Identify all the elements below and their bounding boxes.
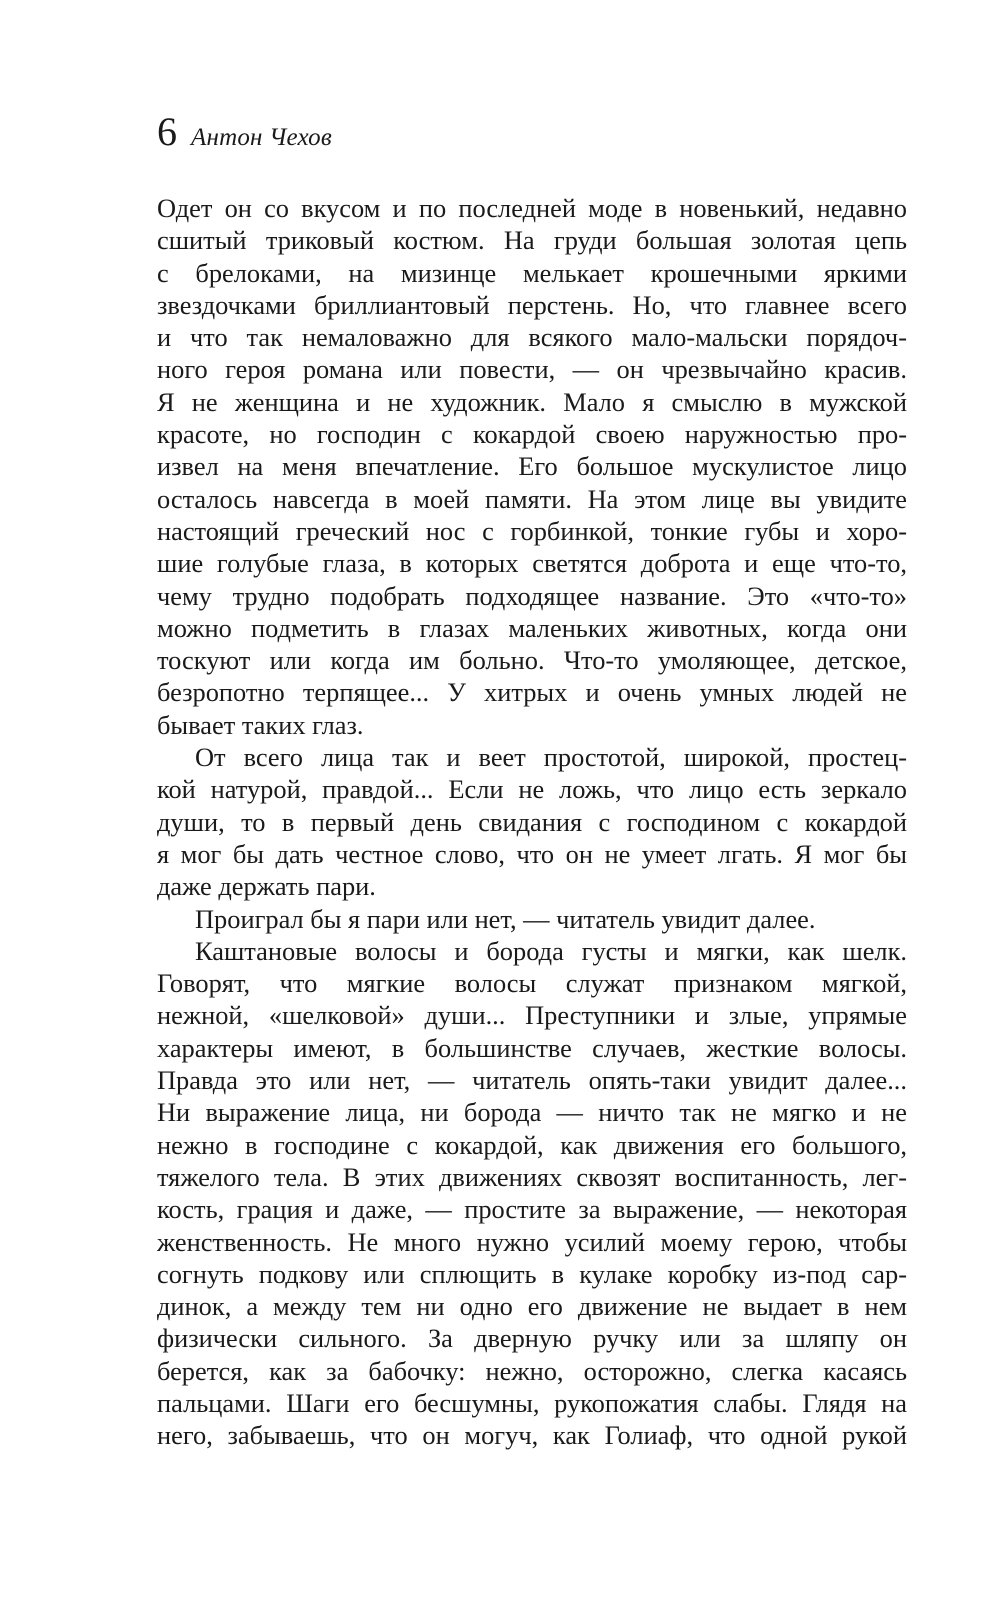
text-line: него, забываешь, что он могуч, как Голиаф, что одной рукой <box>157 1420 907 1451</box>
text-line: тоскуют или когда им больно. Что-то умоляющее, детское, <box>157 645 907 676</box>
text-line: безропотно терпящее... У хитрых и очень умных людей не <box>157 677 907 708</box>
text-line: берется, как за бабочку: нежно, осторожно, слегка касаясь <box>157 1355 907 1386</box>
text-line: можно подметить в глазах маленьких животных, когда они <box>157 612 907 643</box>
text-line: настоящий греческий нос с горбинкой, тонкие губы и хоро- <box>157 515 907 546</box>
page-number: 6 <box>157 109 177 154</box>
text-line: кой натурой, правдой... Если не ложь, что лицо есть зеркало <box>157 774 907 805</box>
text-line: ного героя романа или повести, — он чрезвычайно красив. <box>157 354 907 385</box>
text-line: Говорят, что мягкие волосы служат признаком мягкой, <box>157 968 907 999</box>
text-line: я мог бы дать честное слово, что он не умеет лгать. Я мог бы <box>157 838 907 869</box>
text-line: нежной, «шелковой» души... Преступники и злые, упрямые <box>157 1000 907 1031</box>
text-line: Я не женщина и не художник. Мало я смыслю в мужской <box>157 386 907 417</box>
text-line: извел на меня впечатление. Его большое мускулистое лицо <box>157 451 907 482</box>
book-page <box>157 109 907 1452</box>
text-line: осталось навсегда в моей памяти. На этом лице вы увидите <box>157 483 907 514</box>
body-text <box>157 192 907 1452</box>
paragraph-start-line: Проиграл бы я пари или нет, — читатель увидит далее. <box>195 903 816 934</box>
text-line: с брелоками, на мизинце мелькает крошечными яркими <box>157 257 907 288</box>
text-line: сшитый триковый костюм. На груди большая золотая цепь <box>157 225 907 256</box>
text-line: Одет он со вкусом и по последней моде в новенький, недавно <box>157 193 907 223</box>
text-line: звездочками бриллиантовый перстень. Но, что главнее всего <box>157 289 907 320</box>
text-line: даже держать пари. <box>157 871 376 902</box>
text-line: пальцами. Шаги его бесшумны, рукопожатия слабы. Глядя на <box>157 1387 907 1418</box>
running-head <box>157 109 907 172</box>
text-line: Ни выражение лица, ни борода — ничто так не мягко и не <box>157 1097 907 1128</box>
text-line: души, то в первый день свидания с господином с кокардой <box>157 806 907 837</box>
text-line: Правда это или нет, — читатель опять-таки увидит далее... <box>157 1065 907 1096</box>
text-line: физически сильного. За дверную ручку или за шляпу он <box>157 1323 907 1354</box>
text-line: динок, а между тем ни одно его движение не выдает в нем <box>157 1291 907 1322</box>
text-line: бывает таких глаз. <box>157 709 364 740</box>
text-line: и что так немаловажно для всякого мало-мальски порядоч- <box>157 322 907 353</box>
text-line: нежно в господине с кокардой, как движения его большого, <box>157 1129 907 1160</box>
text-line: согнуть подкову или сплющить в кулаке коробку из-под сар- <box>157 1258 907 1289</box>
text-line: красоте, но господин с кокардой своею наружностью про- <box>157 419 907 450</box>
text-line: шие голубые глаза, в которых светятся доброта и еще что-то, <box>157 548 907 579</box>
text-line: характеры имеют, в большинстве случаев, жесткие волосы. <box>157 1032 907 1063</box>
text-line: тяжелого тела. В этих движениях сквозят воспитанность, лег- <box>157 1161 907 1192</box>
text-line: женственность. Не много нужно усилий моему герою, чтобы <box>157 1226 907 1257</box>
paragraph-start-line: От всего лица так и веет простотой, широкой, простец- <box>195 742 907 773</box>
text-line: кость, грация и даже, — простите за выражение, — некоторая <box>157 1194 907 1225</box>
text-line: чему трудно подобрать подходящее название. Это «что-то» <box>157 580 907 611</box>
paragraph-start-line: Каштановые волосы и борода густы и мягки, как шелк. <box>195 935 907 966</box>
author-name: Антон Чехов <box>191 124 332 151</box>
